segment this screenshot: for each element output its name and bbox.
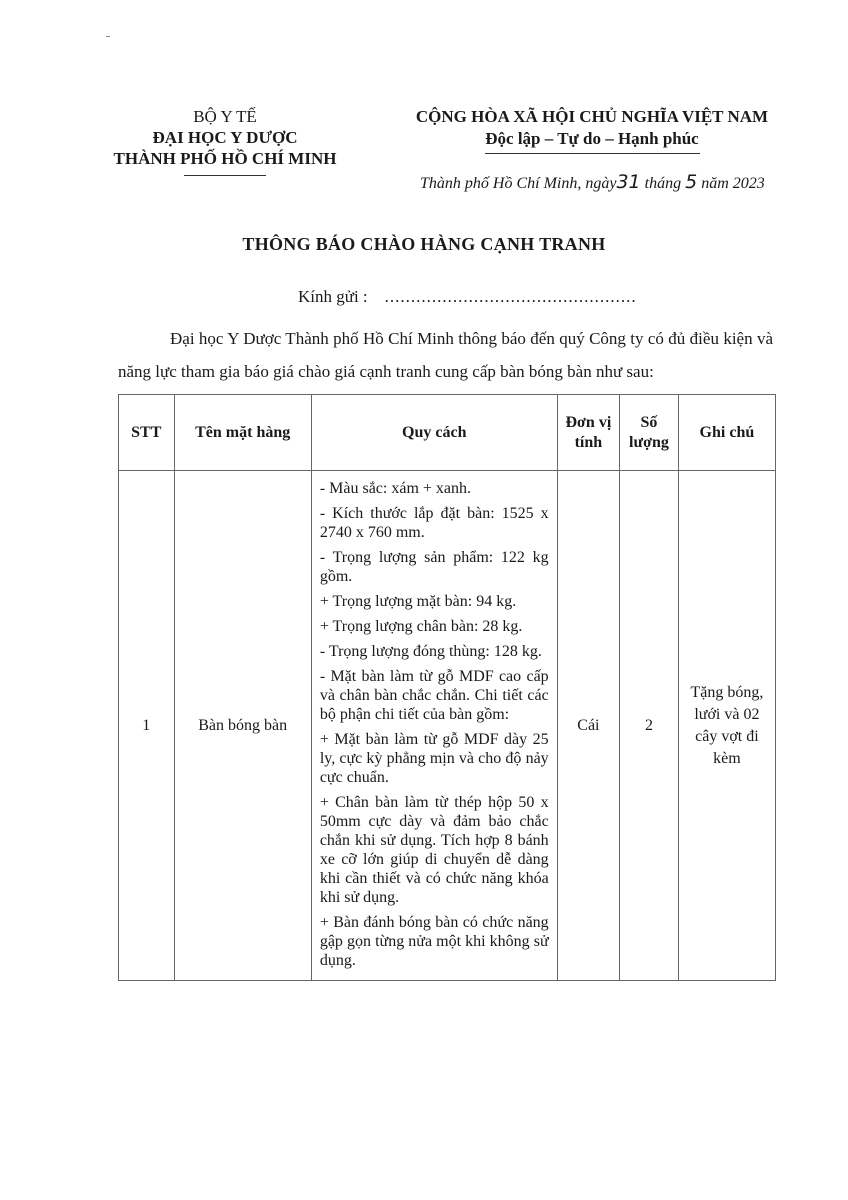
spec-line: - Màu sắc: xám + xanh.: [319, 480, 472, 497]
university-name: ĐẠI HỌC Y DƯỢC: [152, 128, 298, 147]
national-motto: Độc lập – Tự do – Hạnh phúc: [485, 129, 699, 148]
header-note: Ghi chú: [678, 395, 775, 471]
spec-line: + Trọng lượng chân bàn: 28 kg.: [319, 618, 523, 635]
national-title: CỘNG HÒA XÃ HỘI CHỦ NGHĨA VIỆT NAM: [415, 107, 769, 126]
spec-line: + Mặt bàn làm từ gỗ MDF dày 25 ly, cực kỳ phẳng mịn và cho độ nảy cực chuẩn.: [319, 731, 549, 786]
document-title: THÔNG BÁO CHÀO HÀNG CẠNH TRANH: [242, 234, 606, 254]
header-spec: Quy cách: [311, 395, 557, 471]
row-unit: Cái: [557, 471, 619, 981]
row-name: Bàn bóng bàn: [174, 471, 311, 981]
table-row: [119, 471, 776, 981]
scan-mark: [106, 36, 110, 37]
intro-paragraph: Đại học Y Dược Thành phố Hồ Chí Minh thông báo đến quý Công ty có đủ điều kiện và năng lực tham gia báo giá chào giá cạnh tranh cung cấp bàn bóng bàn như sau:: [118, 329, 773, 381]
ministry-name: BỘ Y TẾ: [193, 107, 257, 126]
item-table: [118, 394, 776, 981]
date-prefix: Thành phố Hồ Chí Minh, ngày: [420, 175, 617, 192]
spec-line: - Mặt bàn làm từ gỗ MDF cao cấp và chân bàn chắc chắn. Chi tiết các bộ phận chi tiết của bàn gồm:: [319, 668, 549, 723]
row-stt: 1: [119, 471, 175, 981]
spec-line: - Trọng lượng sản phẩm: 122 kg gồm.: [319, 549, 549, 585]
greeting-dots: ................................................: [384, 287, 637, 306]
spec-line: + Bàn đánh bóng bàn có chức năng gập gọn từng nửa một khi không sử dụng.: [319, 914, 549, 969]
date-day: 31: [616, 171, 641, 193]
university-city: THÀNH PHỐ HỒ CHÍ MINH: [113, 149, 337, 168]
header-left-rule: [184, 175, 266, 176]
date-year: năm 2023: [701, 175, 765, 192]
spec-line: - Trọng lượng đóng thùng: 128 kg.: [319, 643, 542, 660]
row-qty: 2: [620, 471, 679, 981]
header-name: Tên mặt hàng: [174, 395, 311, 471]
row-spec: [311, 471, 557, 981]
spec-line: + Trọng lượng mặt bàn: 94 kg.: [319, 593, 517, 610]
date-line: [420, 171, 810, 193]
header-unit: Đơn vị tính: [557, 395, 619, 471]
row-note: Tặng bóng, lưới và 02 cây vợt đi kèm: [678, 471, 775, 981]
spec-line: - Kích thước lắp đặt bàn: 1525 x 2740 x 760 mm.: [319, 505, 549, 541]
ministry-header: [100, 106, 350, 176]
national-header: [392, 106, 792, 154]
greeting-label: Kính gửi :: [298, 287, 368, 306]
header-qty: Số lượng: [620, 395, 679, 471]
spec-line: + Chân bàn làm từ thép hộp 50 x 50mm cực dày và đảm bảo chắc chắn khi sử dụng. Tích hợp 8 bánh xe cỡ lớn giúp di chuyển dễ dàng khi cần thiết và có chức năng khóa khi sử dụng.: [319, 794, 549, 906]
date-month-label: tháng: [644, 175, 682, 192]
date-month: 5: [685, 171, 698, 193]
header-stt: STT: [119, 395, 175, 471]
table-header-row: [119, 395, 776, 471]
header-right-rule: [485, 153, 700, 154]
greeting-line: [298, 287, 637, 307]
